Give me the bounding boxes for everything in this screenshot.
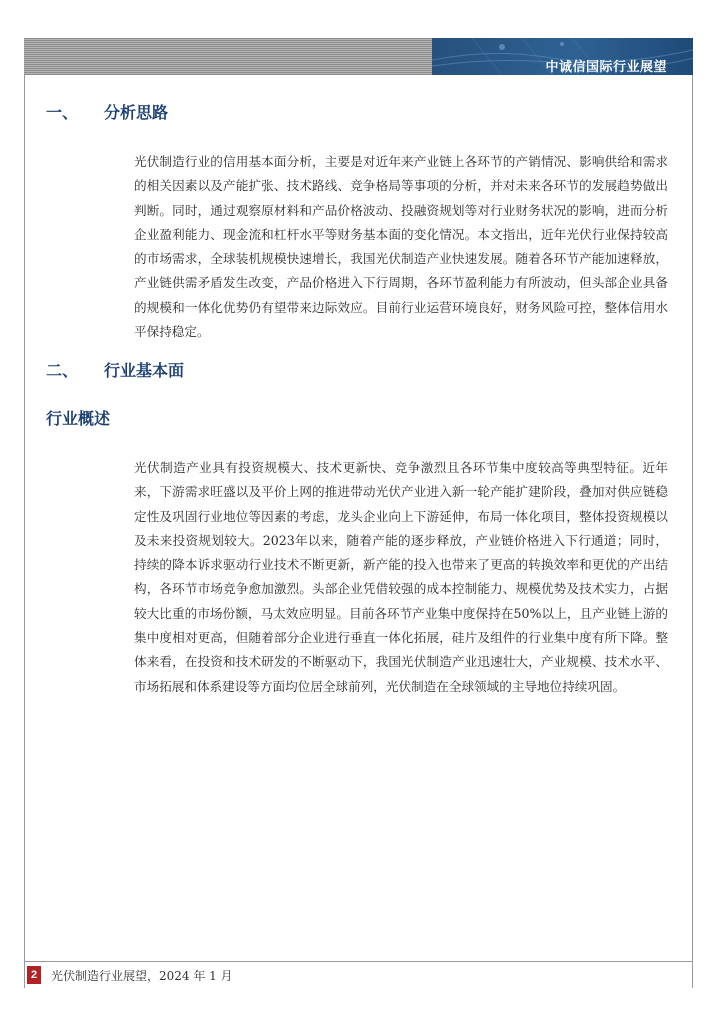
page-number-badge: 2 — [27, 966, 41, 984]
footer-caption: 光伏制造行业展望，2024 年 1 月 — [51, 969, 233, 983]
header-banner — [432, 38, 693, 75]
section-title: 分析思路 — [104, 103, 169, 122]
footer-divider — [24, 961, 693, 962]
section-title: 行业基本面 — [104, 361, 185, 380]
section-heading-analysis — [46, 100, 168, 123]
overview-paragraph: 光伏制造产业具有投资规模大、技术更新快、竞争激烈且各环节集中度较高等典型特征。近年来，下游需求旺盛以及平价上网的推进带动光伏产业进入新一轮产能扩建阶段，叠加对供应链稳定性及巩固行业地位等因素的考虑，龙头企业向上下游延伸，布局一体化项目，整体投资规模以及未来投资规划较大。2023年以来，随着产能的逐步释放，产业链价格进入下行通道；同时，持续的降本诉求驱动行业技术不断更新，新产能的投入也带来了更高的转换效率和更优的产出结构，各环节市场竞争愈加激烈。头部企业凭借较强的成本控制能力、规模优势及技术实力，占据较大比重的市场份额，马太效应明显。目前各环节产业集中度保持在50%以上，且产业链上游的集中度相对更高，但随着部分企业进行垂直一体化拓展，硅片及组件的行业集中度有所下降。整体来看，在投资和技术研发的不断驱动下，我国光伏制造产业迅速壮大，产业规模、技术水平、市场拓展和体系建设等方面均位居全球前列，光伏制造在全球领域的主导地位持续巩固。 — [134, 460, 668, 694]
header-title: 中诚信国际行业展望 — [545, 59, 667, 74]
section-heading-fundamentals — [46, 358, 184, 381]
analysis-paragraph: 光伏制造行业的信用基本面分析，主要是对近年来产业链上各环节的产销情况、影响供给和需求的相关因素以及产能扩张、技术路线、竞争格局等事项的分析，并对未来各环节的发展趋势做出判断。同时，通过观察原材料和产品价格波动、投融资规划等对行业财务状况的影响，进而分析企业盈利能力、现金流和杠杆水平等财务基本面的变化情况。本文指出，近年光伏行业保持较高的市场需求，全球装机规模快速增长，我国光伏制造产业快速发展。随着各环节产能加速释放，产业链供需矛盾发生改变，产品价格进入下行周期，各环节盈利能力有所波动，但头部企业具备的规模和一体化优势仍有望带来边际效应。目前行业运营环境良好，财务风险可控，整体信用水平保持稳定。 — [134, 154, 668, 340]
subsection-heading-overview: 行业概述 — [46, 409, 111, 428]
section-number: 一、 — [46, 103, 79, 122]
section-number: 二、 — [46, 361, 79, 380]
